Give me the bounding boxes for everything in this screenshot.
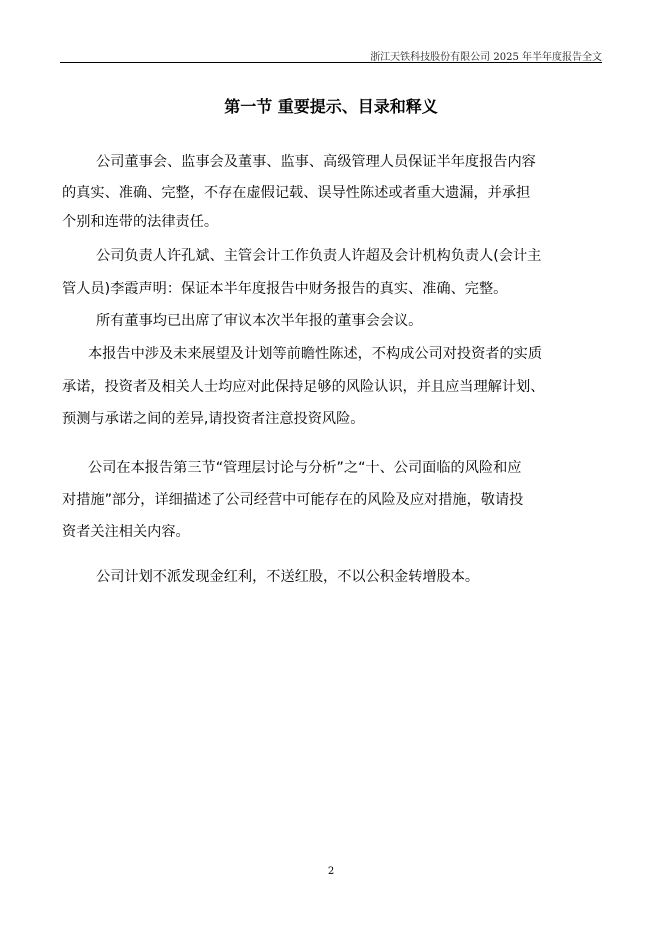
paragraph-line: 对措施”部分，详细描述了公司经营中可能存在的风险及应对措施，敬请投: [62, 492, 524, 508]
paragraph-line: 承诺，投资者及相关人士均应对此保持足够的风险认识，并且应当理解计划、: [62, 379, 545, 395]
paragraph-line: 公司计划不派发现金红利，不送红股，不以公积金转增股本。: [96, 569, 480, 585]
paragraph-line: 资者关注相关内容。: [62, 524, 190, 540]
section-title: 第一节 重要提示、目录和释义: [224, 97, 438, 116]
page-number: 2: [327, 866, 335, 877]
paragraph-line: 本报告中涉及未来展望及计划等前瞻性陈述，不构成公司对投资者的实质: [88, 346, 543, 362]
paragraph-line: 公司在本报告第三节“管理层讨论与分析”之“十、公司面临的风险和应: [88, 460, 522, 476]
paragraph-line: 公司负责人许孔斌、主管会计工作负责人许超及会计机构负责人(会计主: [96, 248, 542, 264]
header-report-title: 浙江天铁科技股份有限公司 2025 年半年度报告全文: [370, 52, 602, 63]
paragraph-line: 公司董事会、监事会及董事、监事、高级管理人员保证半年度报告内容: [96, 154, 536, 170]
paragraph-line: 管人员)李霞声明：保证本半年度报告中财务报告的真实、准确、完整。: [62, 281, 508, 297]
header-divider: [60, 62, 602, 63]
paragraph-line: 预测与承诺之间的差异,请投资者注意投资风险。: [62, 411, 365, 427]
paragraph-line: 所有董事均已出席了审议本次半年报的董事会会议。: [96, 313, 423, 329]
paragraph-line: 个别和连带的法律责任。: [62, 214, 219, 230]
paragraph-line: 的真实、准确、完整，不存在虚假记载、误导性陈述或者重大遗漏，并承担: [62, 185, 531, 201]
